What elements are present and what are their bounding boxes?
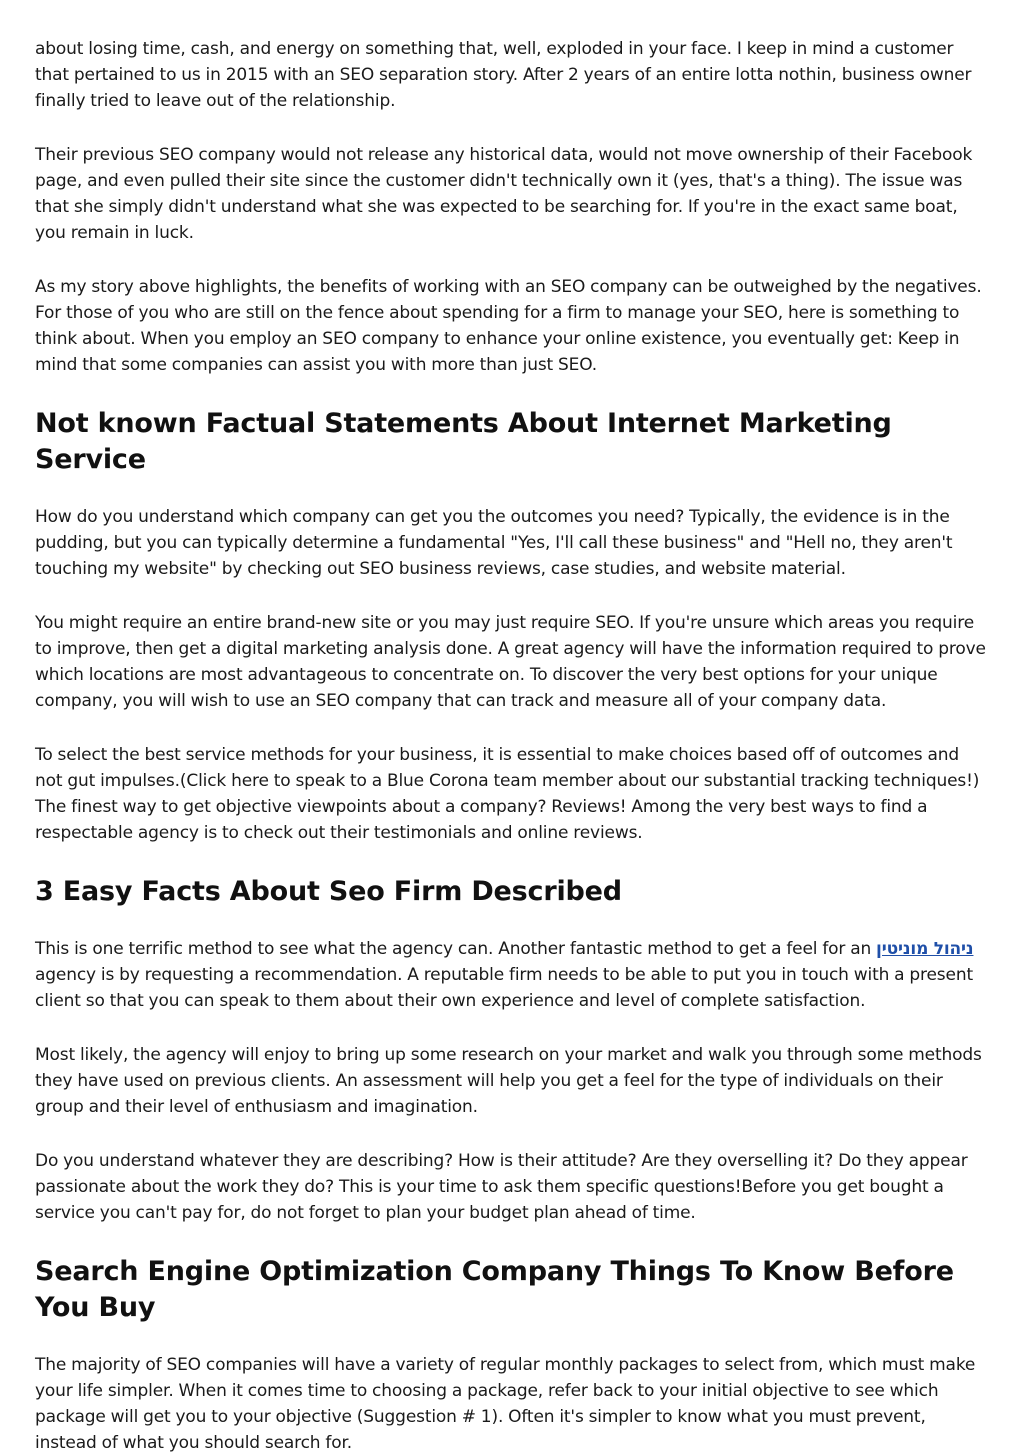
- reputation-management-link[interactable]: ניהול מוניטין: [876, 939, 974, 959]
- paragraph: How do you understand which company can get you the outcomes you need? Typically, the evidence is in the pudding, but you can typically determine a fundamental "Yes, I'll call these business" and "Hell no, they aren't touching my website" by checking out SEO business reviews, case studies, and website material.: [35, 507, 953, 579]
- paragraph-text-before-link: This is one terrific method to see what the agency can. Another fantastic method to get a feel for an: [35, 939, 877, 959]
- paragraph-text-after-link: agency is by requesting a recommendation. A reputable firm needs to be able to put you in touch with a present client so that you can speak to them about their own experience and level of complete satisfaction.: [35, 965, 973, 1011]
- paragraph: Do you understand whatever they are describing? How is their attitude? Are they overselling it? Do they appear passionate about the work they do? This is your time to ask them specific questions!Before you get bought a service you can't pay for, do not forget to plan your budget plan ahead of time.: [35, 1151, 968, 1223]
- paragraph: The majority of SEO companies will have a variety of regular monthly packages to select from, which must make your life simpler. When it comes time to choosing a package, refer back to your initial objective to see which package will get you to your objective (Suggestion # 1). Often it's simpler to know what you must prevent, instead of what you should search for.: [35, 1355, 976, 1453]
- paragraph: Most likely, the agency will enjoy to bring up some research on your market and walk you through some methods they have used on previous clients. An assessment will help you get a feel for the type of individuals on their group and their level of enthusiasm and imagination.: [35, 1045, 982, 1117]
- paragraph: You might require an entire brand-new site or you may just require SEO. If you're unsure which areas you require to improve, then get a digital marketing analysis done. A great agency will have the information required to prove which locations are most advantageous to concentrate on. To discover the very best options for your unique company, you will wish to use an SEO company that can track and measure all of your company data.: [35, 613, 986, 711]
- section-heading: 3 Easy Facts About Seo Firm Described: [35, 876, 622, 907]
- paragraph: As my story above highlights, the benefits of working with an SEO company can be outweighed by the negatives. For those of you who are still on the fence about spending for a firm to manage your SEO, here is something to think about. When you employ an SEO company to enhance your online existence, you eventually get: Keep in mind that some companies can assist you with more than just SEO.: [35, 277, 982, 375]
- paragraph: about losing time, cash, and energy on something that, well, exploded in your face. I keep in mind a customer that pertained to us in 2015 with an SEO separation story. After 2 years of an entire lotta nothin, business owner finally tried to leave out of the relationship.: [35, 39, 972, 111]
- paragraph-with-link: [35, 936, 990, 1014]
- paragraph: Their previous SEO company would not release any historical data, would not move ownership of their Facebook page, and even pulled their site since the customer didn't technically own it (yes, that's a thing). The issue was that she simply didn't understand what she was expected to be searching for. If you're in the exact same boat, you remain in luck.: [35, 145, 973, 243]
- section-heading: Search Engine Optimization Company Things To Know Before You Buy: [35, 1256, 954, 1323]
- paragraph: To select the best service methods for your business, it is essential to make choices based off of outcomes and not gut impulses.(Click here to speak to a Blue Corona team member about our substantial tracking techniques!) The finest way to get objective viewpoints about a company? Reviews! Among the very best ways to find a respectable agency is to check out their testimonials and online reviews.: [35, 745, 980, 843]
- section-heading: Not known Factual Statements About Internet Marketing Service: [35, 408, 892, 475]
